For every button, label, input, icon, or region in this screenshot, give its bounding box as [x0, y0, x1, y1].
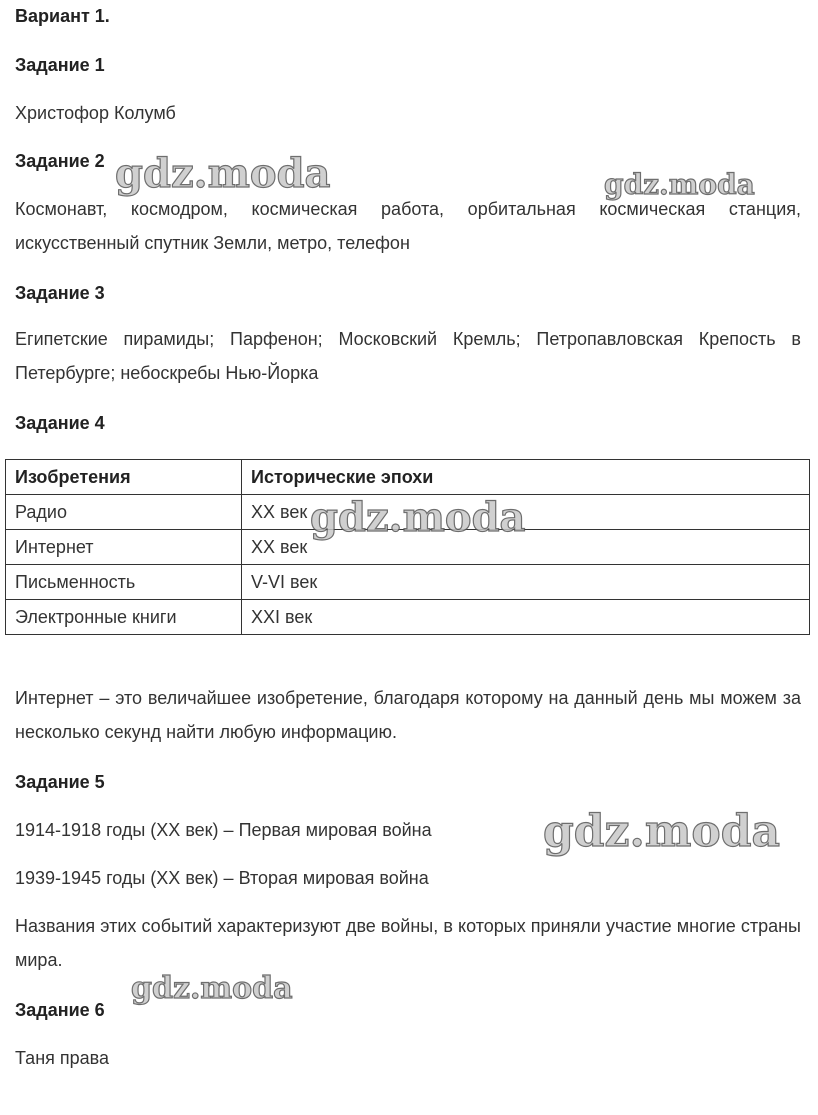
table-row: [6, 600, 810, 635]
cell-epoch: XXI век: [242, 600, 810, 635]
task-5-line-2: 1939-1945 годы (XX век) – Вторая мировая война: [15, 868, 429, 888]
task-3-title: Задание 3: [15, 283, 105, 303]
task-5-answer: Названия этих событий характеризуют две войны, в которых приняли участие многие страны мира.: [15, 916, 801, 970]
cell-invention: Радио: [6, 495, 242, 530]
task-5-title: Задание 5: [15, 772, 105, 792]
task-1-title: Задание 1: [15, 55, 105, 75]
cell-epoch: XX век: [242, 495, 810, 530]
task-4-answer: Интернет – это величайшее изобретение, благодаря которому на данный день мы можем за несколько секунд найти любую информацию.: [15, 688, 801, 742]
watermark: gdz.moda: [115, 150, 331, 197]
cell-epoch: XX век: [242, 530, 810, 565]
header-epochs: Исторические эпохи: [242, 460, 810, 495]
watermark: gdz.moda: [310, 494, 526, 541]
variant-title: Вариант 1.: [15, 6, 110, 26]
task-3-answer: Египетские пирамиды; Парфенон; Московский Кремль; Петропавловская Крепость в Петербурге; небоскребы Нью-Йорка: [15, 329, 801, 383]
watermark: gdz.moda: [131, 971, 293, 1006]
task-1-answer: Христофор Колумб: [15, 103, 176, 123]
watermark: gdz.moda: [604, 168, 755, 201]
table-header-row: [6, 460, 810, 495]
watermark: gdz.moda: [543, 806, 781, 857]
task-6-title: Задание 6: [15, 1000, 105, 1020]
table-row: [6, 565, 810, 600]
inventions-table: [5, 459, 810, 635]
task-6-answer: Таня права: [15, 1048, 110, 1068]
cell-invention: Письменность: [6, 565, 242, 600]
header-inventions: Изобретения: [6, 460, 242, 495]
task-2-title: Задание 2: [15, 151, 105, 171]
cell-invention: Электронные книги: [6, 600, 242, 635]
task-5-line-1: 1914-1918 годы (XX век) – Первая мировая война: [15, 820, 432, 840]
cell-epoch: V-VI век: [242, 565, 810, 600]
cell-invention: Интернет: [6, 530, 242, 565]
task-2-answer: Космонавт, космодром, космическая работа, орбитальная космическая станция, искусственный спутник Земли, метро, телефон: [15, 199, 801, 253]
task-4-title: Задание 4: [15, 413, 105, 433]
